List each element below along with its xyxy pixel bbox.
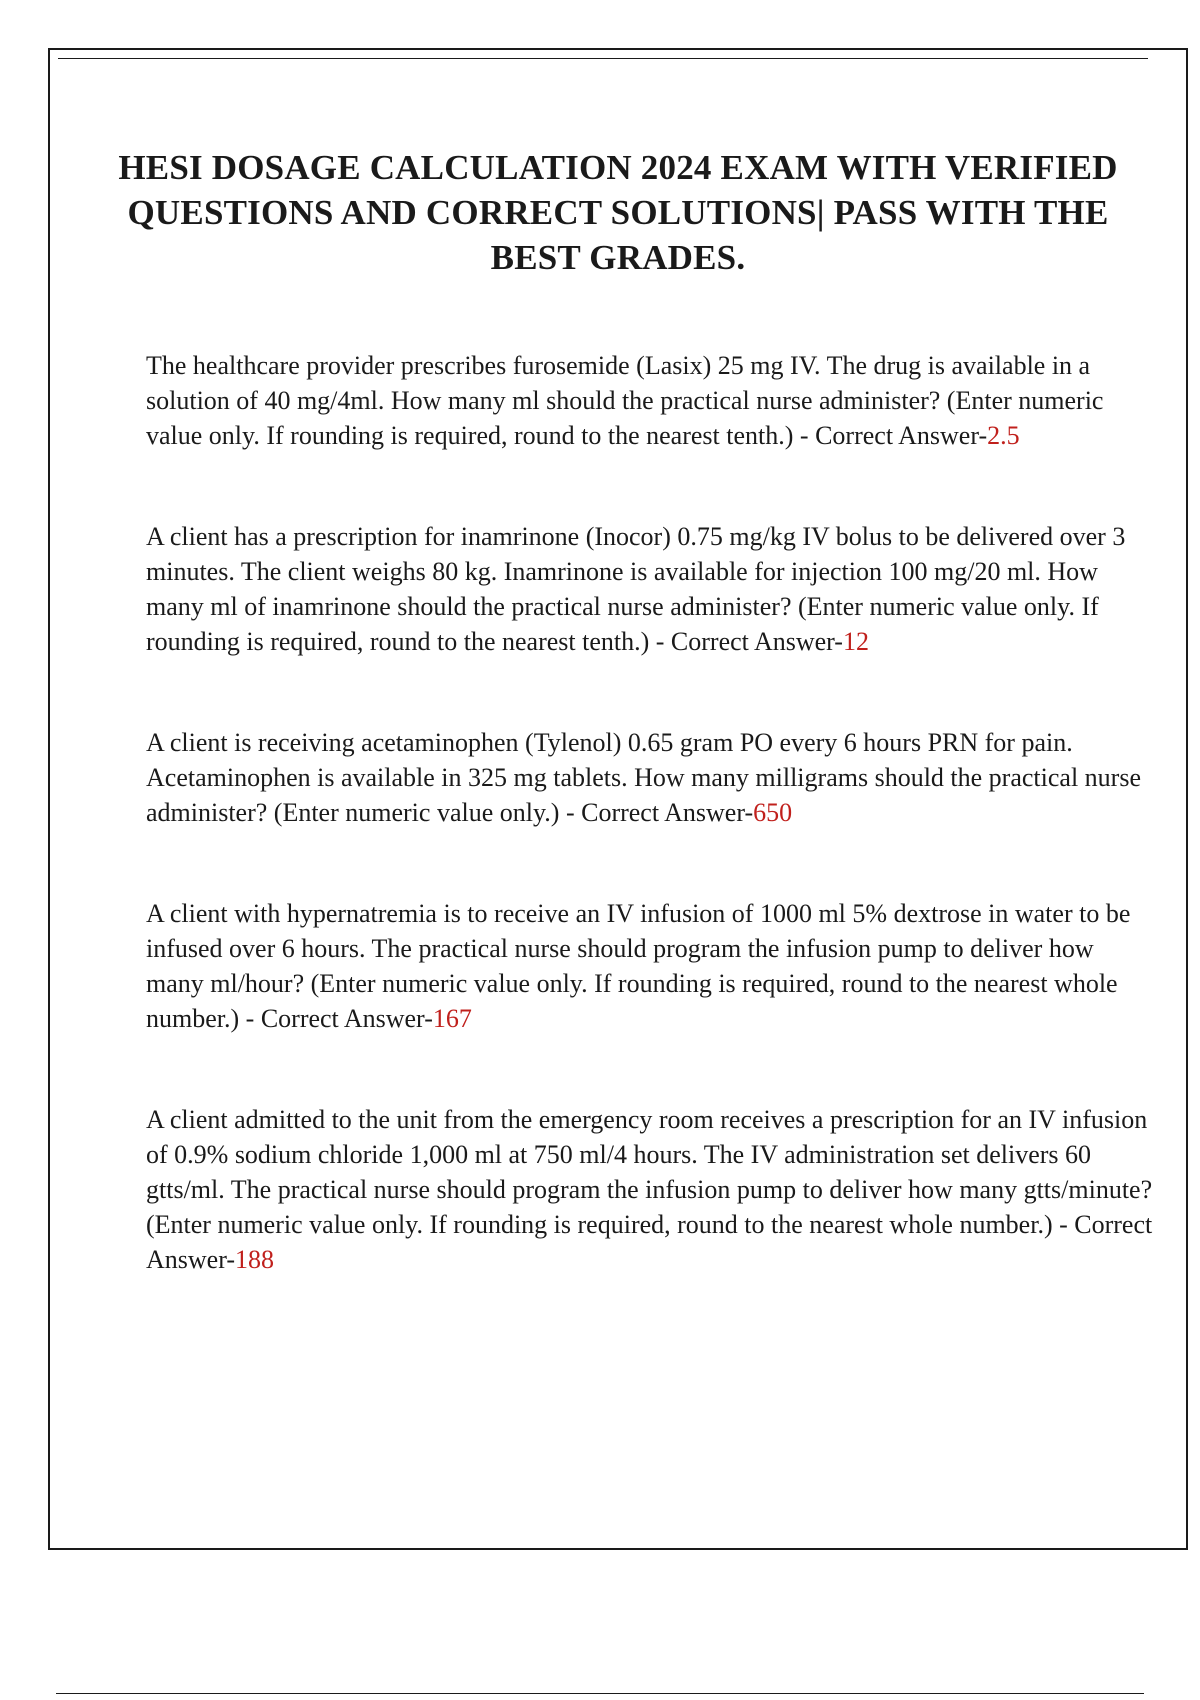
- qa-item: [146, 1102, 1156, 1277]
- bottom-rule: [56, 1693, 1144, 1694]
- answer-value: 188: [235, 1245, 275, 1274]
- answer-value: 650: [753, 798, 793, 827]
- qa-item: [146, 519, 1156, 659]
- page-frame: [48, 48, 1188, 1550]
- answer-label: - Correct Answer-: [649, 627, 843, 656]
- question-text: A client admitted to the unit from the emergency room receives a prescription for an IV infusion of 0.9% sodium chloride 1,000 ml at 750 ml/4 hours. The IV administration set delivers 60 gtts/ml. The practical nurse should program the infusion pump to deliver how many gtts/minute? (Enter numeric value only. If rounding is required, round to the nearest whole number.): [146, 1105, 1153, 1239]
- qa-item: [146, 725, 1156, 830]
- qa-item: [146, 896, 1156, 1036]
- top-rule: [58, 58, 1148, 59]
- answer-value: 12: [842, 627, 869, 656]
- question-text: A client is receiving acetaminophen (Tylenol) 0.65 gram PO every 6 hours PRN for pain. Acetaminophen is available in 325 mg tablets. How many milligrams should the practical nurse administer? (Enter numeric value only.): [146, 728, 1141, 827]
- qa-list: [146, 348, 1156, 1277]
- question-text: A client has a prescription for inamrinone (Inocor) 0.75 mg/kg IV bolus to be delivered over 3 minutes. The client weighs 80 kg. Inamrinone is available for injection 100 mg/20 ml. How many ml of inamrinone should the practical nurse administer? (Enter numeric value only. If rounding is required, round to the nearest tenth.): [146, 522, 1126, 656]
- answer-label: - Correct Answer-: [559, 798, 754, 827]
- question-text: The healthcare provider prescribes furosemide (Lasix) 25 mg IV. The drug is available in a solution of 40 mg/4ml. How many ml should the practical nurse administer? (Enter numeric value only. If rounding is required, round to the nearest tenth.): [146, 351, 1104, 450]
- qa-item: [146, 348, 1156, 453]
- question-text: A client with hypernatremia is to receive an IV infusion of 1000 ml 5% dextrose in water to be infused over 6 hours. The practical nurse should program the infusion pump to deliver how many ml/hour? (Enter numeric value only. If rounding is required, round to the nearest whole number.): [146, 899, 1131, 1033]
- document-title: HESI DOSAGE CALCULATION 2024 EXAM WITH VERIFIED QUESTIONS AND CORRECT SOLUTIONS| PASS WITH THE BEST GRADES.: [118, 148, 1118, 277]
- answer-value: 2.5: [987, 421, 1020, 450]
- answer-value: 167: [432, 1004, 472, 1033]
- answer-label: - Correct Answer-: [146, 1210, 1153, 1274]
- answer-label: - Correct Answer-: [239, 1004, 433, 1033]
- answer-label: - Correct Answer-: [793, 421, 988, 450]
